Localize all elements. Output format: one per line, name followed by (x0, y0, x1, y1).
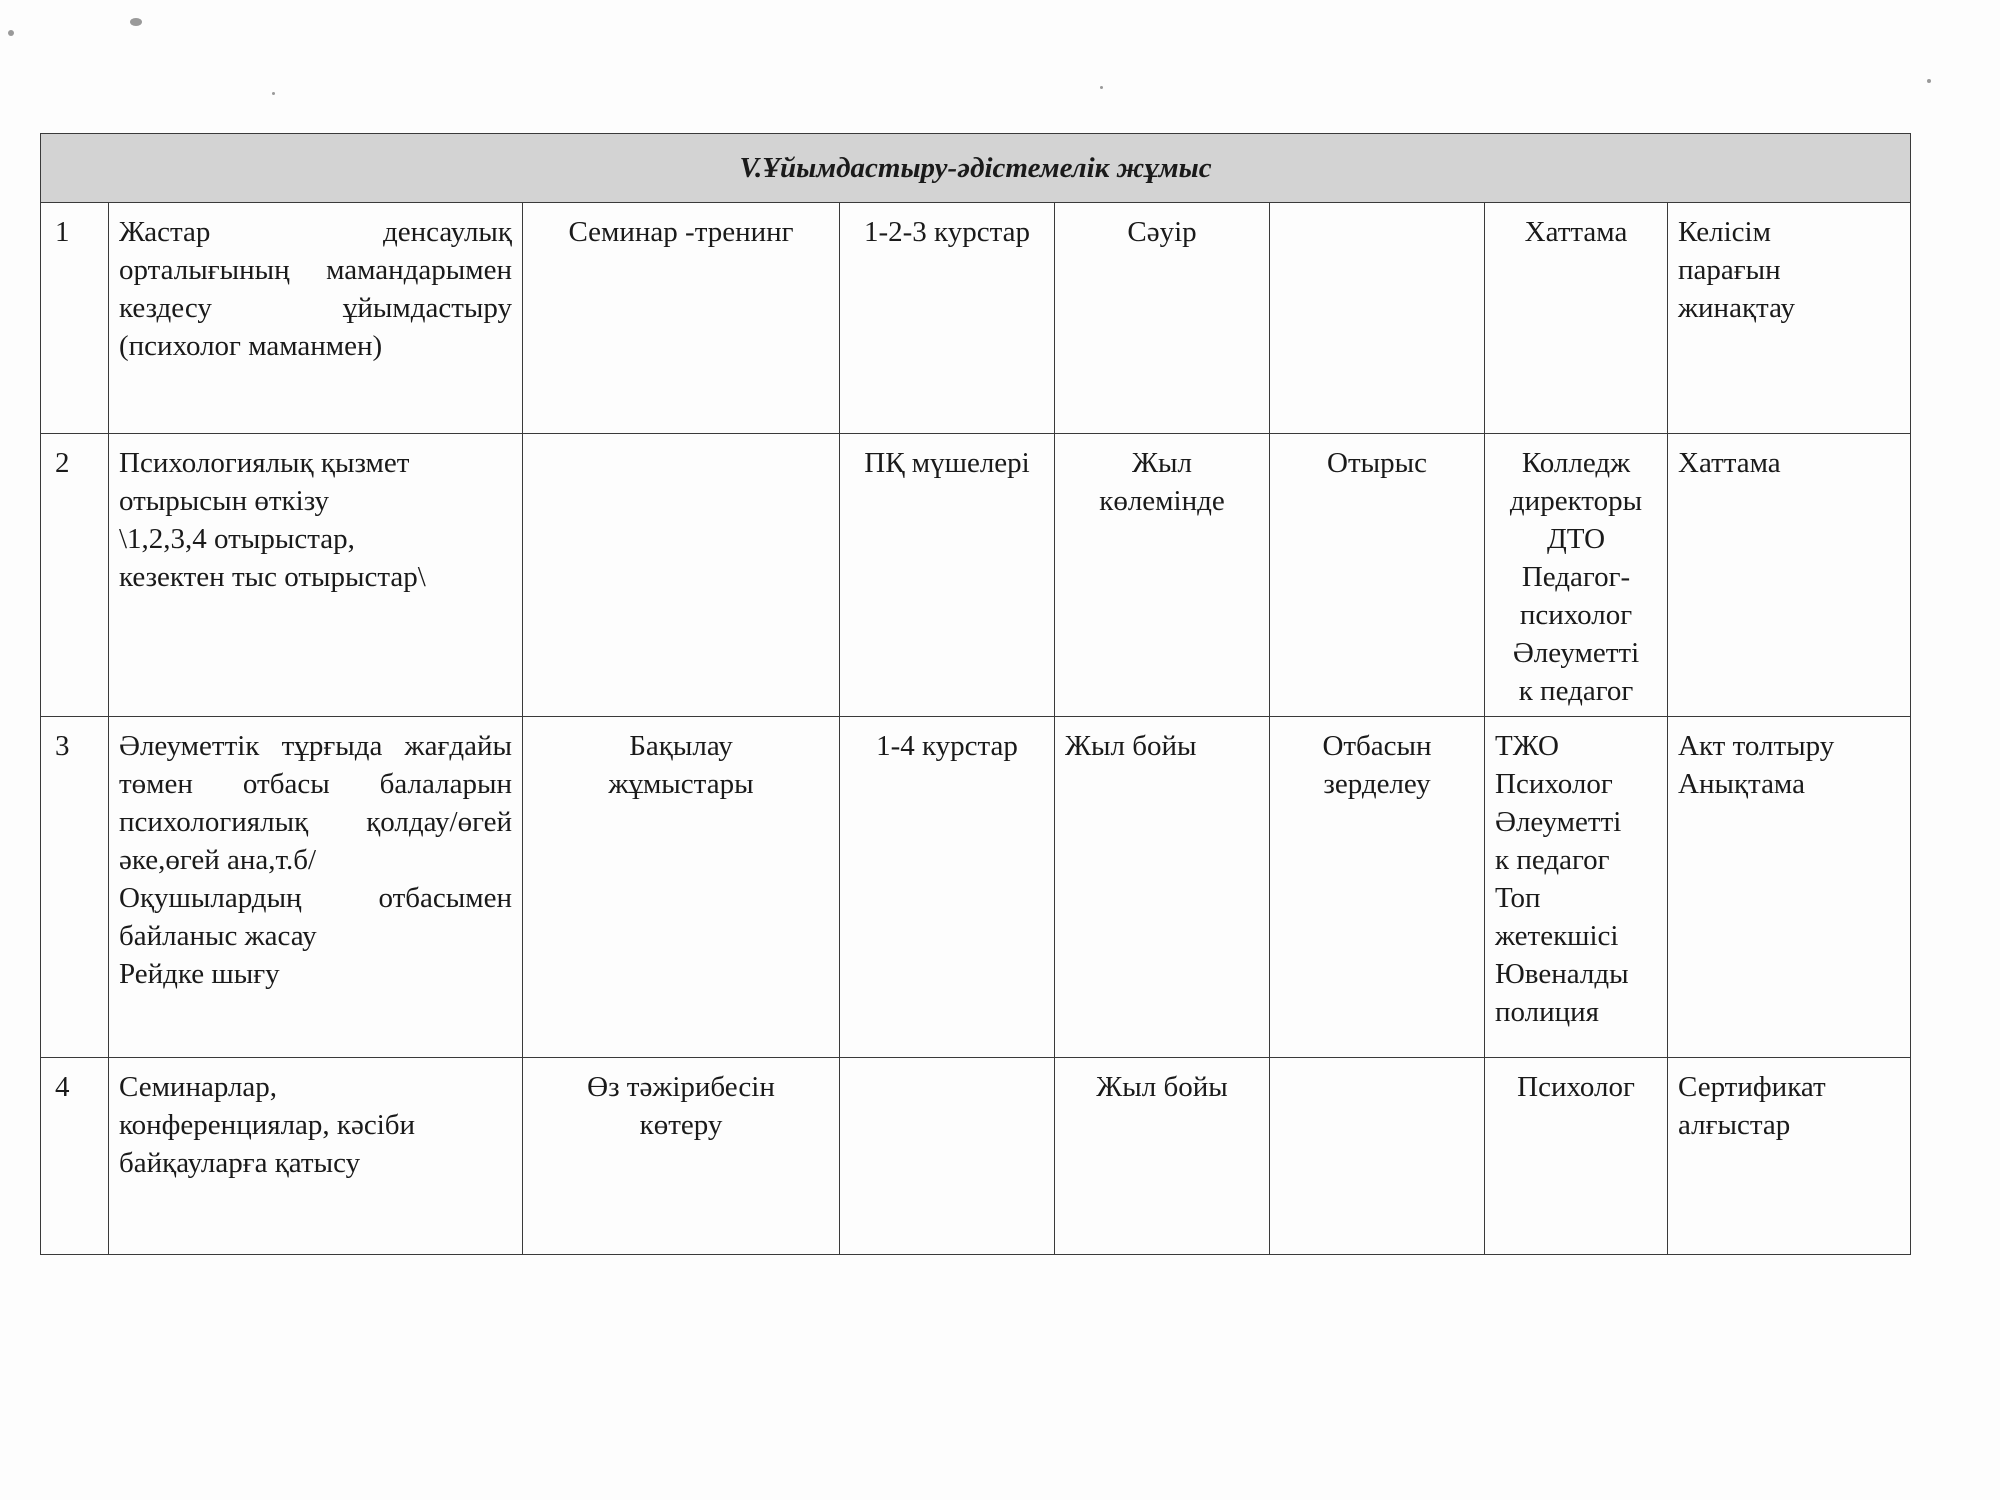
responsible-text: Педагог- (1521, 561, 1631, 593)
date-text: көлемінде (1099, 485, 1225, 517)
row-number: 1 (41, 203, 109, 434)
work-plan-table (40, 133, 1911, 1255)
result-cell (1668, 717, 1911, 1058)
responsible-text: ТЖО (1495, 730, 1559, 762)
section-header-row (41, 134, 1911, 203)
result-text: Сертификат (1678, 1071, 1826, 1103)
responsible-text: жетекшісі (1495, 920, 1619, 952)
result-text: Акт толтыру (1678, 730, 1835, 762)
form-cell (523, 203, 840, 434)
participants-text: ПҚ мүшелері (864, 447, 1030, 479)
date-text: Жыл бойы (1065, 730, 1197, 762)
form-text: Семинар -тренинг (568, 216, 794, 248)
table-row (41, 1058, 1911, 1255)
responsible-cell (1485, 434, 1668, 717)
activity-cell (109, 434, 523, 717)
responsible-text: к педагог (1495, 844, 1610, 876)
scan-speck (1927, 79, 1931, 83)
scan-speck (8, 30, 14, 36)
activity-text: Жастар денсаулық орталығының мамандарымен кездесу ұйымдастыру (психолог маманмен) (119, 216, 512, 362)
responsible-text: психолог (1519, 599, 1633, 631)
table-row (41, 203, 1911, 434)
scan-speck (272, 92, 275, 95)
form-cell (523, 1058, 840, 1255)
activity-text: Семинарлар, (119, 1071, 278, 1103)
date-text: Сәуір (1127, 216, 1197, 248)
result-cell (1668, 203, 1911, 434)
activity-cell (109, 717, 523, 1058)
responsible-text: полиция (1495, 996, 1600, 1028)
responsible-text: Хаттама (1524, 216, 1628, 248)
scan-speck (1100, 86, 1103, 89)
responsible-text: Психолог (1517, 1071, 1635, 1103)
activity-text: кезектен тыс отырыстар\ (119, 561, 426, 593)
result-text: жинақтау (1678, 292, 1795, 324)
activity-text: Әлеуметтік тұрғыда жағдайы төмен отбасы балаларын психологиялық қолдау/өгей әке,өгей ана,т.б/ (119, 730, 512, 876)
activity-text: Оқушылардың отбасымен байланыс жасау (119, 882, 512, 952)
participants-cell (840, 1058, 1055, 1255)
participants-text: 1-2-3 курстар (863, 216, 1030, 248)
type-cell (1270, 203, 1485, 434)
responsible-text: Әлеуметті (1512, 637, 1640, 669)
result-text: Хаттама (1678, 447, 1781, 479)
activity-text: \1,2,3,4 отырыстар, (119, 523, 355, 555)
form-text: көтеру (639, 1109, 723, 1141)
activity-text: отырысын өткізу (119, 485, 330, 517)
type-text: зерделеу (1323, 768, 1431, 800)
row-number: 3 (41, 717, 109, 1058)
table-row (41, 717, 1911, 1058)
scan-speck (130, 18, 142, 26)
responsible-text: директоры (1509, 485, 1643, 517)
activity-cell (109, 203, 523, 434)
activity-text: байқауларға қатысу (119, 1147, 361, 1179)
participants-cell (840, 203, 1055, 434)
row-number: 4 (41, 1058, 109, 1255)
date-cell (1055, 1058, 1270, 1255)
date-cell (1055, 203, 1270, 434)
responsible-text: ДТО (1546, 523, 1606, 555)
date-cell (1055, 717, 1270, 1058)
date-text: Жыл (1132, 447, 1192, 479)
responsible-cell (1485, 1058, 1668, 1255)
type-text: Отбасын (1322, 730, 1432, 762)
responsible-text: Топ (1495, 882, 1541, 914)
participants-cell (840, 717, 1055, 1058)
responsible-text: Әлеуметті (1495, 806, 1622, 838)
responsible-text: к педагог (1518, 675, 1634, 707)
section-title: V.Ұйымдастыру-әдістемелік жұмыс (41, 134, 1911, 203)
result-cell (1668, 434, 1911, 717)
date-cell (1055, 434, 1270, 717)
type-cell (1270, 717, 1485, 1058)
form-text: жұмыстары (608, 768, 754, 800)
form-text: Бақылау (629, 730, 733, 762)
responsible-cell (1485, 203, 1668, 434)
responsible-text: Психолог (1495, 768, 1613, 800)
result-text: Анықтама (1678, 768, 1805, 800)
result-text: парағын (1678, 254, 1781, 286)
type-cell (1270, 1058, 1485, 1255)
form-cell (523, 717, 840, 1058)
table-row (41, 434, 1911, 717)
result-text: алғыстар (1678, 1109, 1791, 1141)
type-text: Отырыс (1327, 447, 1427, 479)
responsible-cell (1485, 717, 1668, 1058)
result-cell (1668, 1058, 1911, 1255)
type-cell (1270, 434, 1485, 717)
participants-cell (840, 434, 1055, 717)
responsible-text: Ювеналды (1495, 958, 1629, 990)
participants-text: 1-4 курстар (876, 730, 1018, 762)
activity-cell (109, 1058, 523, 1255)
responsible-text: Колледж (1521, 447, 1631, 479)
row-number: 2 (41, 434, 109, 717)
result-text: Келісім (1678, 216, 1771, 248)
form-cell (523, 434, 840, 717)
activity-text: Рейдке шығу (119, 958, 280, 990)
form-text: Өз тәжірибесін (587, 1071, 775, 1103)
activity-text: конференциялар, кәсіби (119, 1109, 416, 1141)
date-text: Жыл бойы (1096, 1071, 1228, 1103)
activity-text: Психологиялық қызмет (119, 447, 410, 479)
